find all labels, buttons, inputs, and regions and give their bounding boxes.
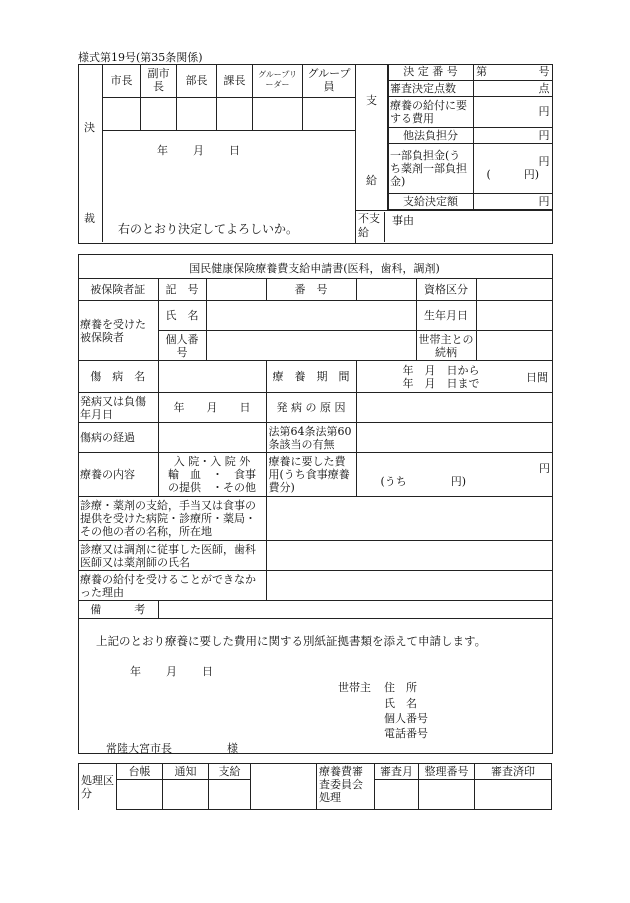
progress-label: 傷病の経過 (78, 423, 158, 453)
application-date: 年 月 日 (130, 665, 214, 678)
personal-no-field[interactable] (206, 331, 416, 361)
ref-no-label: 整理番号 (419, 764, 475, 780)
addressee-sama: 様 (227, 742, 238, 755)
partial-inner: ( 円) (486, 168, 540, 181)
patient-label: 療養を受けた被保険者 (78, 301, 158, 361)
review-points-label: 審査決定点数 (388, 80, 474, 96)
ledger-label: 台帳 (117, 764, 163, 780)
content-option-2: 輸 血 ・ 食事 (168, 468, 256, 481)
doctor-label: 診療又は調剤に従事した医師，歯科医師又は薬剤師の氏名 (78, 541, 266, 571)
approval-stamps-table (102, 64, 356, 131)
payment-label-bottom: 給 (366, 174, 377, 187)
partial-yen: 円 (538, 155, 550, 168)
number-label: 番 号 (266, 279, 356, 301)
eligibility-field[interactable] (476, 279, 552, 301)
content-option-3: の提供 ・その他 (168, 481, 256, 494)
period-label: 療 養 期 間 (266, 361, 356, 393)
householder-name-label: 氏 名 (384, 697, 417, 710)
period-from: 年 月 日から (402, 363, 480, 377)
ref-no-field[interactable] (419, 780, 475, 810)
nonpay-row (355, 210, 552, 243)
householder-personal-no-label: 個人番号 (384, 712, 428, 725)
injury-name-label: 傷 病 名 (78, 361, 158, 393)
decision-label-col (78, 64, 103, 242)
remarks-field[interactable] (158, 601, 552, 619)
phone-label: 電話番号 (384, 727, 428, 740)
role-deputy-mayor: 副市長 (141, 64, 177, 97)
review-points-field[interactable]: 点 (474, 80, 552, 96)
content-option-1: 入 院・入 院 外 (173, 455, 251, 468)
reviewed-field[interactable] (475, 780, 552, 810)
role-mayor: 市長 (103, 64, 141, 97)
payment-label-top: 支 (366, 94, 377, 107)
householder-label: 世帯主 (338, 681, 371, 694)
processing-label: 処理区分 (79, 764, 117, 810)
nonpay-reason-label: 事由 (392, 214, 414, 227)
other-law-field[interactable]: 円 (474, 127, 552, 143)
period-days: 日間 (526, 370, 548, 384)
payment-table (387, 64, 552, 210)
patient-name-field[interactable] (206, 301, 416, 331)
insured-card-label: 被保険者証 (78, 279, 158, 301)
review-month-label: 審査月 (375, 764, 419, 780)
role-group-leader: グループリーダー (253, 64, 303, 97)
injury-name-field[interactable] (158, 361, 266, 393)
progress-field[interactable] (158, 423, 266, 453)
role-section-chief: 課長 (217, 64, 253, 97)
personal-no-label: 個人番号 (158, 331, 206, 361)
address-label: 住 所 (384, 681, 417, 694)
benefit-cost-field[interactable]: 円 (474, 96, 552, 127)
approval-text: 右のとおり決定してよろしいか。 (118, 222, 299, 236)
application-title: 国民健康保険療養費支給申請書(医科，歯科，調剤) (189, 262, 440, 275)
relation-field[interactable] (476, 331, 552, 361)
processing-spacer (251, 764, 317, 810)
stamp-mayor[interactable] (103, 97, 141, 130)
stamp-group-leader[interactable] (253, 97, 303, 130)
content-options[interactable] (158, 453, 266, 497)
amount-field[interactable]: 円 (474, 193, 552, 209)
relation-label: 世帯主との続柄 (416, 331, 476, 361)
onset-label: 発病又は負傷年月日 (78, 393, 158, 423)
cause-label: 発 病 の 原 因 (266, 393, 356, 423)
partial-label: 一部負担金(うち薬剤一部負担金) (388, 143, 474, 193)
payment-col-field[interactable] (209, 780, 251, 810)
symbol-label: 記 号 (158, 279, 206, 301)
name-label: 氏 名 (158, 301, 206, 331)
birth-field[interactable] (476, 301, 552, 331)
birth-label: 生年月日 (416, 301, 476, 331)
decision-no-suffix: 号 (538, 65, 550, 79)
decision-no-label: 決 定 番 号 (388, 64, 474, 80)
stamp-director[interactable] (177, 97, 217, 130)
number-field[interactable] (356, 279, 416, 301)
period-to: 年 月 日まで (402, 376, 480, 390)
benefit-cost-label: 療養の給付に要する費用 (388, 96, 474, 127)
application-table (78, 278, 552, 619)
role-group-member: グループ員 (303, 64, 356, 97)
statement: 上記のとおり療養に要した費用に関する別紙証拠書類を添えて申請します。 (96, 634, 487, 648)
cost-label: 療養に要した費用(うち食事療養費分) (266, 453, 356, 497)
symbol-field[interactable] (206, 279, 266, 301)
hospital-label: 診療・薬剤の支給，手当又は食事の提供を受けた病院・診療所・薬局・その他の者の名称，所在地 (78, 497, 266, 541)
review-month-field[interactable] (375, 780, 419, 810)
role-director: 部長 (177, 64, 217, 97)
ledger-field[interactable] (117, 780, 163, 810)
payment-label-col (355, 64, 389, 210)
reason-label: 療養の給付を受けることができなかった理由 (78, 571, 266, 601)
law64-label: 法第64条法第60条該当の有無 (266, 423, 356, 453)
stamp-section-chief[interactable] (217, 97, 253, 130)
reason-field[interactable] (266, 571, 552, 601)
eligibility-label: 資格区分 (416, 279, 476, 301)
notice-label: 通知 (163, 764, 209, 780)
cost-yen: 円 (539, 461, 550, 475)
nonpay-label: 不支給 (358, 212, 385, 242)
form-number: 様式第19号(第35条関係) (78, 51, 203, 64)
law64-field[interactable] (356, 423, 552, 453)
committee-label: 療養費審査委員会処理 (317, 764, 375, 810)
decision-label-bottom: 裁 (84, 212, 95, 225)
processing-table (78, 763, 552, 810)
decision-label-top: 決 (84, 121, 95, 134)
content-label: 療養の内容 (78, 453, 158, 497)
payment-col-label: 支給 (209, 764, 251, 780)
stamp-group-member[interactable] (303, 97, 356, 130)
cause-field[interactable] (356, 393, 552, 423)
period-field[interactable] (356, 361, 552, 393)
reviewed-label: 審査済印 (475, 764, 552, 780)
decision-no-prefix: 第 (476, 65, 487, 79)
other-law-label: 他法負担分 (388, 127, 474, 143)
partial-field[interactable] (474, 143, 552, 193)
onset-date-field[interactable]: 年 月 日 (158, 393, 266, 423)
addressee: 常陸大宮市長 (106, 742, 172, 755)
decision-no-field[interactable] (474, 64, 552, 80)
hospital-field[interactable] (266, 497, 552, 541)
stamp-deputy-mayor[interactable] (141, 97, 177, 130)
amount-label: 支給決定額 (388, 193, 474, 209)
cost-inner: (うち 円) (380, 474, 467, 488)
doctor-field[interactable] (266, 541, 552, 571)
notice-field[interactable] (163, 780, 209, 810)
remarks-label: 備 考 (78, 601, 158, 619)
decision-date: 年 月 日 (157, 144, 241, 157)
cost-field[interactable] (356, 453, 552, 497)
